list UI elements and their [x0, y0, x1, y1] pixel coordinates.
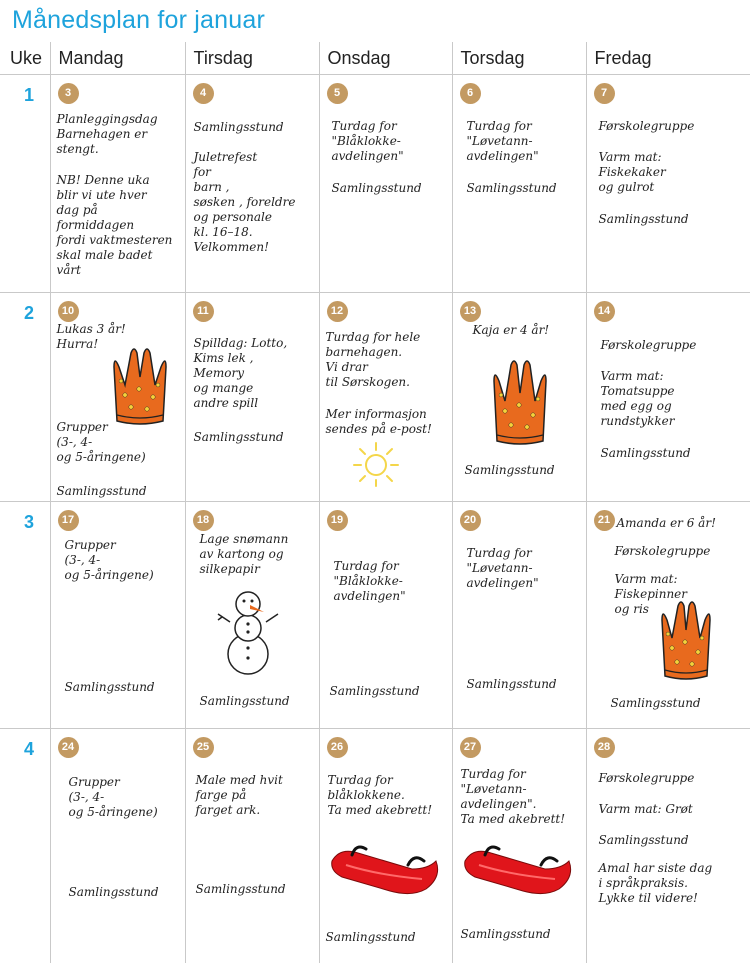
date-badge: 17 — [58, 510, 79, 531]
day-cell — [586, 729, 750, 964]
date-badge: 6 — [460, 83, 481, 104]
day-header-thursday: Torsdag — [452, 42, 586, 75]
date-badge: 3 — [58, 83, 79, 104]
date-badge: 20 — [460, 510, 481, 531]
day-cell — [452, 293, 586, 502]
day-cell — [452, 729, 586, 964]
week-row — [0, 729, 750, 964]
day-note: Lukas 3 år! Hurra! — [56, 322, 126, 351]
day-note: Samlingsstund — [199, 694, 290, 708]
day-note: Førskolegruppe — [598, 771, 695, 785]
day-note: Samlingsstund — [68, 885, 159, 899]
week-cell — [0, 729, 50, 964]
day-note: Turdag for hele barnehagen. Vi drar til Sørskogen. — [325, 330, 421, 389]
day-header-tuesday: Tirsdag — [185, 42, 319, 75]
week-row — [0, 502, 750, 729]
day-note: Samlingsstund — [329, 684, 420, 698]
day-note: Samlingsstund — [193, 430, 284, 444]
day-note: Samlingsstund — [193, 120, 284, 134]
day-note: Samlingsstund — [466, 181, 557, 195]
day-cell — [185, 502, 319, 729]
day-cell — [50, 502, 185, 729]
day-cell — [185, 729, 319, 964]
day-note: Mer informasjon sendes på e-post! — [325, 407, 432, 436]
day-note: Samlingsstund — [464, 463, 555, 477]
day-cell — [586, 293, 750, 502]
day-note: Lage snømann av kartong og silkepapir — [199, 532, 289, 576]
day-cell — [185, 75, 319, 293]
day-note: Spilldag: Lotto, Kims lek , Memory og mange andre spill — [193, 336, 288, 410]
week-row — [0, 293, 750, 502]
date-badge: 7 — [594, 83, 615, 104]
date-badge: 26 — [327, 737, 348, 758]
week-number: 3 — [24, 512, 35, 532]
day-cell — [319, 293, 452, 502]
day-note: Samlingsstund — [331, 181, 422, 195]
day-note: Samlingsstund — [64, 680, 155, 694]
date-badge: 11 — [193, 301, 214, 322]
day-note: Planleggingsdag Barnehagen er stengt. — [56, 112, 158, 156]
day-note: Varm mat: Fiskekaker og gulrot — [598, 150, 666, 194]
day-note: Juletrefest for barn , søsken , foreldre og personale kl. 16–18. Velkommen! — [193, 150, 296, 254]
date-badge: 5 — [327, 83, 348, 104]
day-note: NB! Denne uka blir vi ute hver dag på formiddagen fordi vaktmesteren skal male badet vårt — [56, 173, 173, 277]
day-note: Samlingsstund — [598, 212, 689, 226]
day-cell — [185, 293, 319, 502]
day-note: Amal har siste dag i språkpraksis. Lykke til videre! — [598, 861, 713, 905]
day-note: Grupper (3-, 4- og 5-åringene) — [56, 420, 146, 464]
week-cell — [0, 502, 50, 729]
day-note: Turdag for "Løvetann- avdelingen" — [466, 546, 539, 590]
date-badge: 21 — [594, 510, 615, 531]
day-note: Samlingsstund — [325, 930, 416, 944]
day-cell — [586, 75, 750, 293]
calendar-table — [0, 42, 750, 963]
date-badge: 18 — [193, 510, 214, 531]
date-badge: 28 — [594, 737, 615, 758]
crown-icon — [491, 357, 549, 447]
week-number: 4 — [24, 739, 35, 759]
day-cell — [586, 502, 750, 729]
week-cell — [0, 293, 50, 502]
day-note: Turdag for blåklokkene. Ta med akebrett! — [327, 773, 433, 817]
day-cell — [319, 729, 452, 964]
day-note: Turdag for "Blåklokke- avdelingen" — [331, 119, 404, 163]
sun-icon — [350, 441, 402, 487]
day-note: Male med hvit farge på farget ark. — [195, 773, 283, 817]
day-cell — [319, 502, 452, 729]
date-badge: 14 — [594, 301, 615, 322]
date-badge: 4 — [193, 83, 214, 104]
day-note: Samlingsstund — [56, 484, 147, 498]
date-badge: 10 — [58, 301, 79, 322]
day-note: Turdag for "Løvetann- avdelingen". Ta med akebrett! — [460, 767, 566, 826]
day-header-friday: Fredag — [586, 42, 750, 75]
date-badge: 25 — [193, 737, 214, 758]
week-number: 1 — [24, 85, 35, 105]
day-cell — [50, 293, 185, 502]
day-note: Turdag for "Løvetann- avdelingen" — [466, 119, 539, 163]
crown-icon — [111, 345, 169, 425]
week-column-header: Uke — [0, 42, 50, 75]
day-note: Samlingsstund — [600, 446, 691, 460]
day-note: Amanda er 6 år! — [616, 516, 716, 530]
day-note: Varm mat: Fiskepinner og ris — [614, 572, 688, 616]
day-note: Samlingsstund — [466, 677, 557, 691]
day-note: Turdag for "Blåklokke- avdelingen" — [333, 559, 406, 603]
header-row — [0, 42, 750, 75]
day-note: Kaja er 4 år! — [472, 323, 550, 337]
day-header-wednesday: Onsdag — [319, 42, 452, 75]
sled-icon — [328, 839, 442, 899]
day-note: Førskolegruppe — [600, 338, 697, 352]
day-note: Samlingsstund — [610, 696, 701, 710]
day-note: Varm mat: Grøt — [598, 802, 693, 816]
day-note: Grupper (3-, 4- og 5-åringene) — [68, 775, 158, 819]
day-header-monday: Mandag — [50, 42, 185, 75]
sled-icon — [461, 839, 575, 899]
date-badge: 12 — [327, 301, 348, 322]
day-cell — [50, 75, 185, 293]
day-cell — [50, 729, 185, 964]
date-badge: 19 — [327, 510, 348, 531]
day-cell — [452, 502, 586, 729]
week-number: 2 — [24, 303, 35, 323]
crown-icon — [659, 598, 713, 682]
day-cell — [319, 75, 452, 293]
day-note: Samlingsstund — [460, 927, 551, 941]
date-badge: 27 — [460, 737, 481, 758]
day-note: Førskolegruppe — [598, 119, 695, 133]
day-note: Grupper (3-, 4- og 5-åringene) — [64, 538, 154, 582]
page-title: Månedsplan for januar — [12, 6, 265, 34]
day-cell — [452, 75, 586, 293]
day-note: Samlingsstund — [598, 833, 689, 847]
date-badge: 13 — [460, 301, 481, 322]
day-note: Varm mat: Tomatsuppe med egg og rundstykker — [600, 369, 675, 428]
week-row — [0, 75, 750, 293]
week-cell — [0, 75, 50, 293]
date-badge: 24 — [58, 737, 79, 758]
day-note: Samlingsstund — [195, 882, 286, 896]
snowman-icon — [214, 588, 282, 676]
day-note: Førskolegruppe — [614, 544, 711, 558]
